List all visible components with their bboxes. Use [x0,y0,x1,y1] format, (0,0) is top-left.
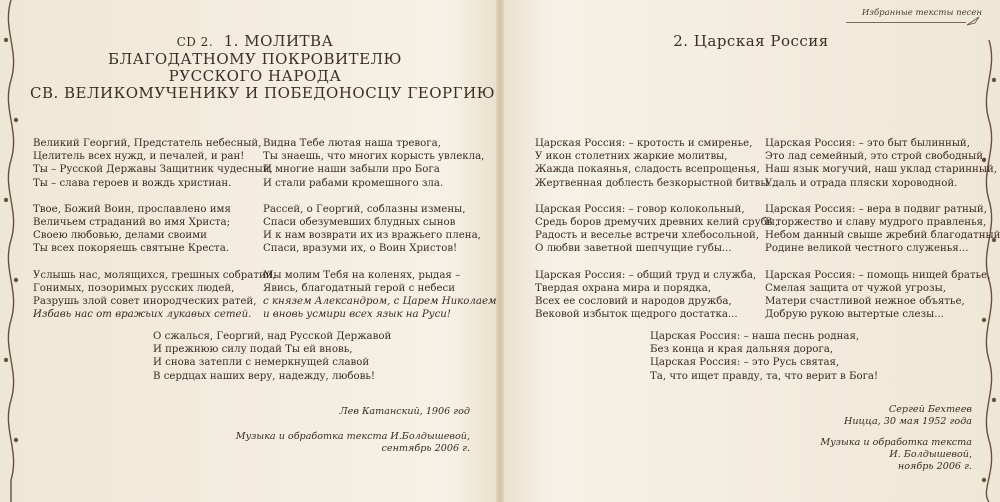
lyric-line: Та, что ищет правду, та, что верит в Бога! [650,370,879,382]
lyric-line: Добрую рукою вытертые слезы... [765,309,944,321]
lyric-line: Своею любовью, делами своими [33,230,207,242]
lyrics-column-2 [263,137,496,334]
song-title [30,32,496,102]
lyric-line: И к нам возврати их из вражьего плена, [263,230,481,242]
right-page [502,0,1000,502]
lyric-line: И снова затепли с немеркнущей славой [153,357,370,369]
lyric-line: И прежнюю силу подай Ты ей вновь, [153,344,353,356]
lyric-line: Царская Россия: – вера в подвиг ратный, [765,203,987,215]
lyric-line: Царская Россия: – это быт былинный, [765,138,970,149]
lyric-line: Без конца и края дальняя дорога, [650,344,834,356]
lyrics-column-1 [535,137,778,334]
author-credit: Лев Катанский, 1906 год [339,406,470,417]
floral-border-ornament [0,0,22,502]
stanza [535,203,778,256]
stanza [765,269,1000,322]
lyric-line: Матери счастливой нежное объятье, [765,296,965,308]
lyric-line: Разрушь злой совет инородческих ратей, [33,296,257,308]
lyric-line: Это лад семейный, это строй свободный, [765,151,987,163]
lyric-line: Царская Россия: – помощь нищей братье, [765,269,991,281]
lyric-line: Великий Георгий, Предстатель небесный, [33,138,262,149]
credit-line: И. Болдышевой, [889,449,972,460]
lyric-line: Смелая защита от чужой угрозы, [765,282,946,294]
credit-line: сентябрь 2006 г. [381,443,470,454]
lyric-line: И многие наши забыли про Бога [263,164,440,176]
lyric-line: Твое, Божий Воин, прославлено имя [33,203,231,215]
quill-icon [966,16,980,26]
lyric-line: Царская Россия: – кротость и смиренье, [535,138,753,149]
section-tab-label: Избранные тексты песен [861,8,982,18]
lyric-line-italic: с князем Александром, с Царем Николаем [263,296,497,308]
lyric-line: О любви заветной шепчущие губы... [535,243,732,255]
stanza [765,137,1000,190]
lyric-line: Ты – Русской Державы Защитник чудесный, [33,164,273,176]
lyrics-column-1 [33,137,276,334]
lyric-line: Небом данный свыше жребий благодатный [765,230,1000,242]
lyric-line: Жертвенная доблесть безкорыстной битвы... [535,177,779,189]
credit-line: ноябрь 2006 г. [897,461,972,472]
title-line: 1. МОЛИТВА [223,32,334,50]
lyric-line: Видна Тебе лютая наша тревога, [263,138,441,149]
lyric-line: Спаси обезумевших блудных сынов [263,217,456,229]
author-credit [844,404,972,428]
title-line: РУССКОГО НАРОДА [168,67,342,85]
music-credit [820,437,972,473]
stanza [33,203,276,256]
lyric-line: В торжество и славу мудрого правленья, [765,217,987,229]
lyric-line: У икон столетних жаркие молитвы, [535,151,728,163]
lyric-line: Вековой избыток щедрого достатка... [535,309,738,321]
lyric-line: В сердцах наших веру, надежду, любовь! [153,370,375,382]
lyric-line: Наш язык могучий, наш уклад старинный, [765,164,997,176]
title-line: СВ. ВЕЛИКОМУЧЕНИКУ И ПОБЕДОНОСЦУ ГЕОРГИЮ [30,84,496,102]
tab-underline [846,22,966,23]
final-stanza [650,330,878,383]
lyric-line: О сжалься, Георгий, над Русской Державой [153,331,392,342]
lyric-line: Рассей, о Георгий, соблазны измены, [263,203,466,215]
lyric-line-italic: и вновь усмири всех язык на Руси! [263,309,451,321]
song-title: 2. Царская Россия [673,32,829,50]
lyric-line: Ты всех покоряешь святыне Креста. [33,243,230,255]
lyric-line: Радость и веселье встречи хлебосольной, [535,230,759,242]
credit-line: Сергей Бехтеев [888,404,972,415]
lyric-line: Твердая охрана мира и порядка, [535,282,712,294]
title-line: БЛАГОДАТНОМУ ПОКРОВИТЕЛЮ [108,50,402,68]
lyric-line: Ты – слава героев и вождь христиан. [33,177,232,189]
stanza [263,137,496,190]
lyric-line: Мы молим Тебя на коленях, рыдая – [263,269,461,281]
lyric-line: Величьем страданий во имя Христа; [33,217,231,229]
lyric-line: Царская Россия: – это Русь святая, [650,357,840,369]
lyric-line: Гонимых, позоримых русских людей, [33,282,235,294]
lyric-line: Царская Россия: – говор колокольный, [535,203,745,215]
credit-line: Музыка и обработка текста И.Болдышевой, [235,431,470,442]
lyric-line: Родине великой честного служенья... [765,243,969,255]
left-page [0,0,498,502]
final-stanza [153,330,391,383]
stanza [263,269,496,322]
music-credit [236,431,470,455]
credit-line: Ницца, 30 мая 1952 года [844,416,972,427]
stanza [535,269,778,322]
credit-line: Музыка и обработка текста [820,437,972,448]
stanza [33,269,276,322]
stanza [263,203,496,256]
stanza [33,137,276,190]
lyric-line: Услышь нас, молящихся, грешных собратий, [33,269,276,281]
lyric-line: Жажда покаянья, сладость всепрощенья, [535,164,760,176]
lyrics-column-2 [765,137,1000,334]
lyric-line: Средь боров дремучих древних келий срубы, [535,217,779,229]
lyric-line: Царская Россия: – общий труд и служба, [535,269,757,281]
stanza [765,203,1000,256]
lyric-line: Удаль и отрада пляски хороводной. [765,177,958,189]
lyric-line: Всех ее сословий и народов дружба, [535,296,732,308]
cd-label: CD 2. [176,35,214,49]
lyric-line: Целитель всех нужд, и печалей, и ран! [33,151,245,163]
lyric-line: Царская Россия: – наша песнь родная, [650,331,860,342]
lyric-line: Спаси, вразуми их, о Воин Христов! [263,243,458,255]
lyric-line: Ты знаешь, что многих корысть увлекла, [263,151,485,163]
lyric-line: Явись, благодатный герой с небеси [263,282,456,294]
lyric-line-italic: Избавь нас от вражьих лукавых сетей. [33,309,252,321]
lyric-line: И стали рабами кромешного зла. [263,177,444,189]
stanza [535,137,778,190]
